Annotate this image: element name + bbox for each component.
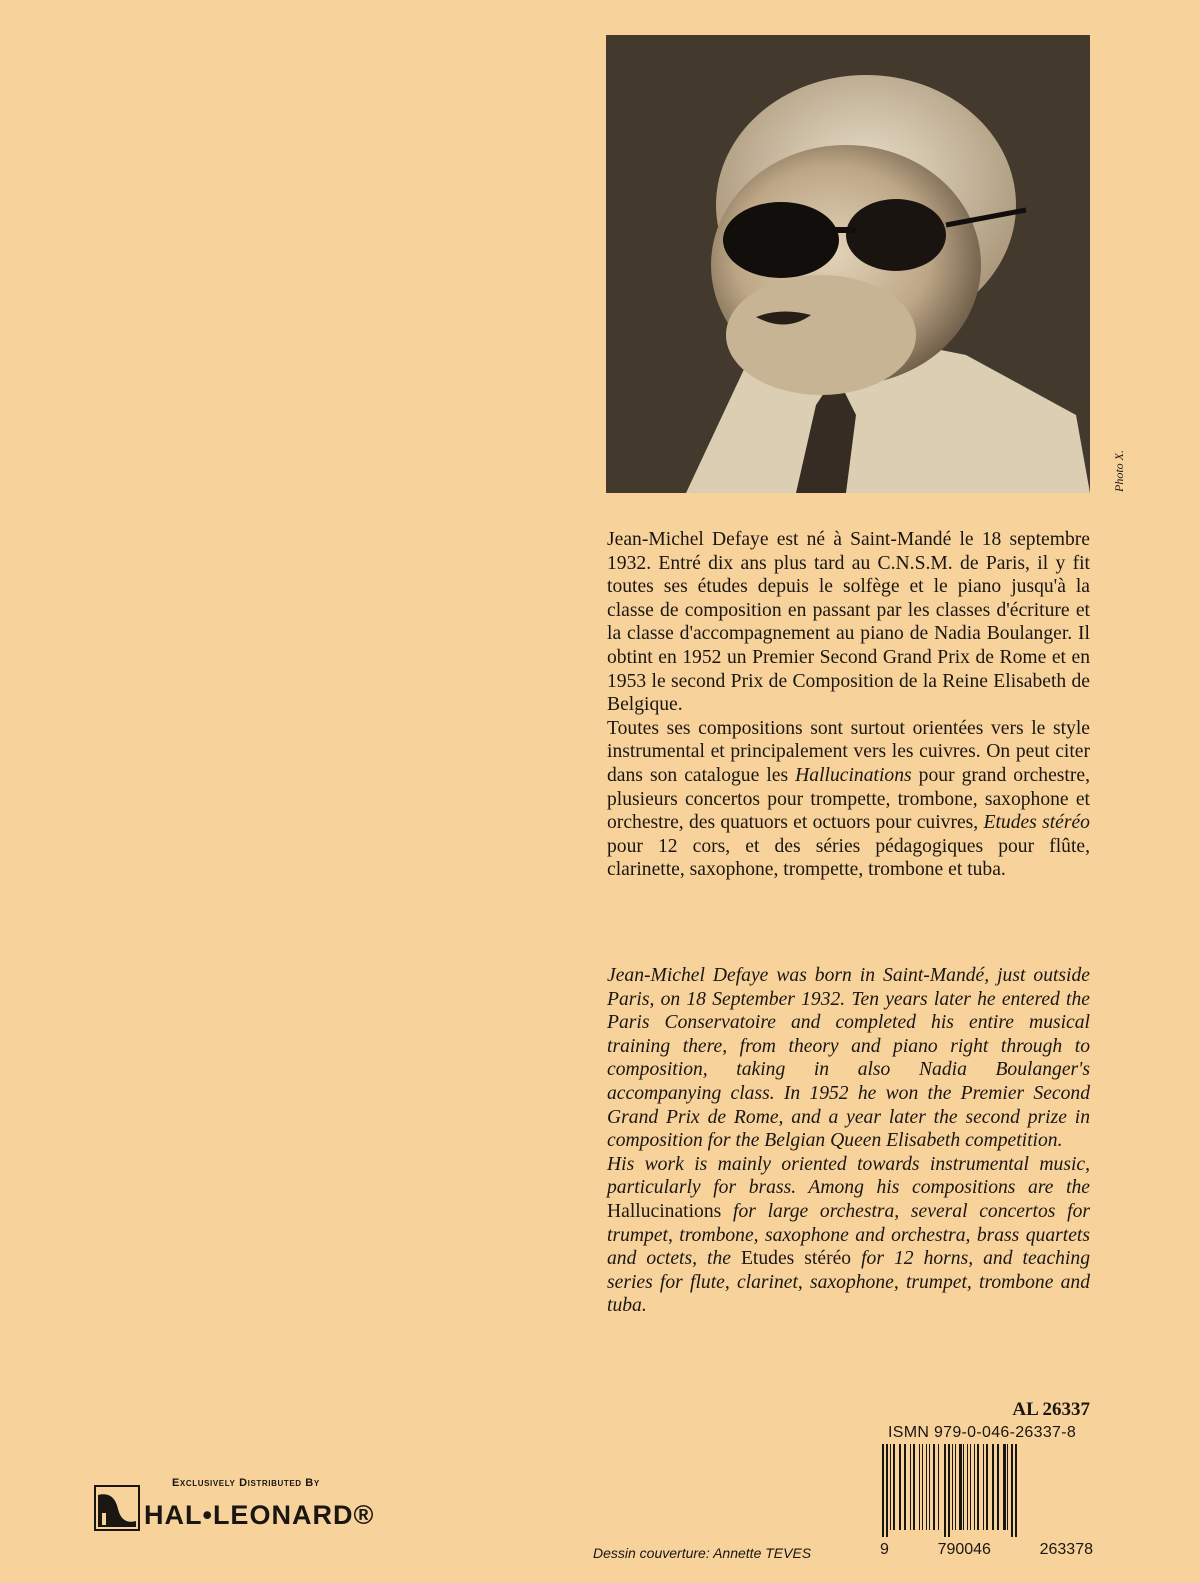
- barcode-bar: [882, 1444, 884, 1537]
- barcode-bar: [967, 1444, 968, 1530]
- cover-design-credit: Dessin couverture: Annette TEVES: [593, 1545, 812, 1561]
- barcode-bar: [983, 1444, 984, 1530]
- barcode-bar: [893, 1444, 895, 1530]
- barcode-digit-group-1: 9: [880, 1541, 889, 1558]
- barcode-bars: [880, 1444, 1093, 1537]
- barcode-bar: [904, 1444, 906, 1530]
- bio-fr-p2-text-b: pour grand orchestre, plusieurs concertos pour trompette, trombone, saxophone et orchestre, des quatuors et octuors pour cuivres,: [607, 764, 1090, 834]
- barcode-digits: [880, 1541, 1093, 1559]
- barcode-digit-group-2: 790046: [937, 1541, 991, 1558]
- barcode-bar: [963, 1444, 964, 1530]
- barcode-bar: [952, 1444, 953, 1530]
- bio-fr-work-title-2: Etudes stéréo: [983, 812, 1090, 834]
- barcode-bar: [944, 1444, 946, 1537]
- photo-credit: Photo X.: [1112, 450, 1126, 492]
- barcode-bar: [1007, 1444, 1008, 1530]
- barcode-bar: [977, 1444, 979, 1530]
- catalog-number: AL 26337: [1012, 1399, 1090, 1420]
- barcode-bar: [933, 1444, 935, 1530]
- barcode-bar: [913, 1444, 915, 1530]
- biography-french: [607, 528, 1090, 882]
- distributor-name: HAL•LEONARD®: [144, 1500, 375, 1530]
- barcode-bar: [899, 1444, 901, 1530]
- barcode-bar: [1003, 1444, 1006, 1530]
- ismn-number: ISMN 979-0-046-26337-8: [888, 1424, 1077, 1441]
- barcode-bar: [922, 1444, 923, 1530]
- barcode-bar: [974, 1444, 975, 1530]
- distributor-label: Exclusively Distributed By: [172, 1477, 320, 1489]
- biography-english: [607, 964, 1090, 1318]
- bio-en-paragraph-2: [607, 1153, 1090, 1318]
- portrait-illustration: [606, 35, 1090, 493]
- bio-en-paragraph-1: Jean-Michel Defaye was born in Saint-Mandé, just outside Paris, on 18 September 1932. Ten years later he entered the Paris Conservatoire and completed his entire musical training there, from theory and piano right through to composition, taking in also Nadia Boulanger's accompanying class. In 1952 he won the Premier Second Grand Prix de Rome, and a year later the second prize in composition for the Belgian Queen Elisabeth competition.: [607, 965, 1090, 1152]
- composer-portrait-photo: [606, 35, 1090, 493]
- bio-en-work-title-1: Hallucinations: [607, 1200, 722, 1222]
- bio-en-p2-text-c: for 12 horns, and teaching series for flute, clarinet, saxophone, trumpet, trombone and tuba.: [607, 1248, 1090, 1317]
- barcode-bar: [948, 1444, 950, 1537]
- bio-fr-work-title-1: Hallucinations: [795, 764, 912, 786]
- barcode-digit-group-3: 263378: [1039, 1541, 1093, 1558]
- bio-fr-paragraph-2: [607, 717, 1090, 882]
- barcode-bar: [970, 1444, 971, 1530]
- barcode-bar: [938, 1444, 939, 1530]
- barcode-bar: [992, 1444, 994, 1530]
- barcode-bar: [986, 1444, 988, 1530]
- barcode-bar: [959, 1444, 962, 1530]
- bio-fr-paragraph-1: Jean-Michel Defaye est né à Saint-Mandé le 18 septembre 1932. Entré dix ans plus tard au C.N.S.M. de Paris, il y fit toutes ses études depuis le solfège et le piano jusqu'à la classe de composition en passant par les classes d'écriture et la classe d'accompagnement au piano de Nadia Boulanger. Il obtint en 1952 un Premier Second Grand Prix de Rome et en 1953 le second Prix de Composition de la Reine Elisabeth de Belgique.: [607, 529, 1090, 716]
- bio-fr-p2-text-a: Toutes ses compositions sont surtout orientées vers le style instrumental et principalement vers les cuivres. On peut citer dans son catalogue les: [607, 717, 1090, 786]
- barcode-bar: [890, 1444, 891, 1530]
- barcode-bar: [886, 1444, 888, 1537]
- barcode-bar: [910, 1444, 911, 1530]
- barcode-bar: [1015, 1444, 1017, 1537]
- barcode-bar: [929, 1444, 930, 1530]
- barcode-bar: [919, 1444, 920, 1530]
- barcode-bar: [926, 1444, 927, 1530]
- barcode-bar: [955, 1444, 956, 1530]
- bio-en-p2-text-a: His work is mainly oriented towards instrumental music, particularly for brass. Among his compositions are the: [607, 1153, 1090, 1199]
- hal-leonard-logo-icon: [94, 1485, 140, 1531]
- barcode-bar: [997, 1444, 999, 1530]
- bio-en-work-title-2: Etudes stéréo: [740, 1248, 852, 1270]
- bio-en-p2-text-b: for large orchestra, several concertos for trumpet, trombone, saxophone and orchestra, brass quartets and octets, the: [607, 1200, 1090, 1270]
- barcode: [880, 1444, 1093, 1537]
- bio-fr-p2-text-c: pour 12 cors, et des séries pédagogiques pour flûte, clarinette, saxophone, trompette, trombone et tuba.: [607, 835, 1090, 881]
- barcode-bar: [1011, 1444, 1013, 1537]
